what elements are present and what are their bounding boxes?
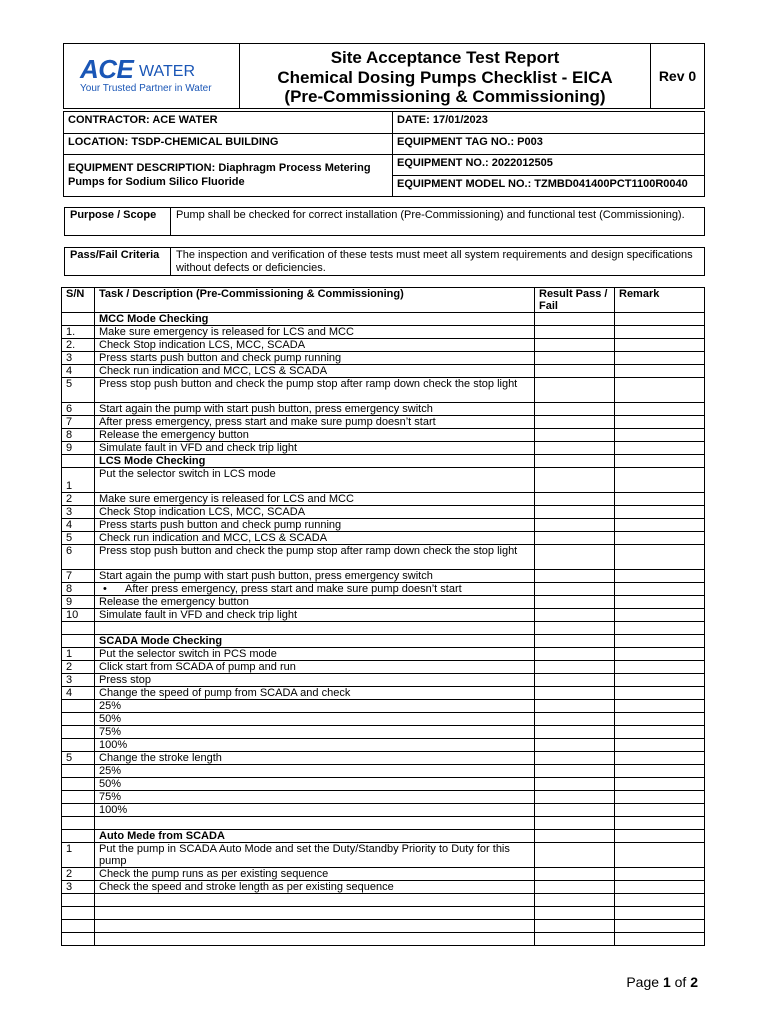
checklist-row	[62, 752, 705, 765]
row-remark-cell[interactable]	[615, 493, 705, 506]
checklist-row	[62, 339, 705, 352]
row-sn	[62, 830, 95, 843]
row-result-cell[interactable]	[535, 700, 615, 713]
row-task: Change the speed of pump from SCADA and check	[95, 687, 535, 700]
checklist-row	[62, 778, 705, 791]
checklist-row	[62, 378, 705, 403]
row-remark-cell[interactable]	[615, 378, 705, 403]
row-task: Release the emergency button	[95, 596, 535, 609]
row-task: 25%	[95, 765, 535, 778]
criteria-text: The inspection and verification of these tests must meet all system requirements and design specifications without defects or deficiencies.	[171, 248, 705, 276]
row-remark-cell[interactable]	[615, 868, 705, 881]
row-remark-cell[interactable]	[615, 881, 705, 894]
row-task: Put the selector switch in LCS mode	[95, 468, 535, 493]
row-remark-cell[interactable]	[615, 674, 705, 687]
row-result-cell[interactable]	[535, 622, 615, 635]
section-title: LCS Mode Checking	[95, 455, 535, 468]
row-remark-cell[interactable]	[615, 326, 705, 339]
row-result-cell[interactable]	[535, 416, 615, 429]
row-remark-cell[interactable]	[615, 339, 705, 352]
row-sn: 8	[62, 583, 95, 596]
revision-label: Rev 0	[658, 68, 697, 84]
row-sn	[62, 713, 95, 726]
row-remark-cell[interactable]	[615, 365, 705, 378]
row-remark-cell[interactable]	[615, 804, 705, 817]
row-result-cell[interactable]	[535, 687, 615, 700]
row-result-cell[interactable]	[535, 313, 615, 326]
checklist-row	[62, 804, 705, 817]
row-sn: 9	[62, 442, 95, 455]
row-result-cell[interactable]	[535, 817, 615, 830]
row-result-cell[interactable]	[535, 468, 615, 493]
row-remark-cell[interactable]	[615, 596, 705, 609]
row-sn: 2	[62, 661, 95, 674]
title-line-2: Chemical Dosing Pumps Checklist - EICA	[277, 67, 613, 87]
contractor-field: CONTRACTOR: ACE WATER	[64, 112, 393, 134]
row-task: 50%	[95, 713, 535, 726]
row-remark-cell[interactable]	[615, 765, 705, 778]
checklist-row	[62, 468, 705, 493]
row-remark-cell[interactable]	[615, 661, 705, 674]
row-result-cell[interactable]	[535, 635, 615, 648]
row-remark-cell[interactable]	[615, 570, 705, 583]
row-sn	[62, 894, 95, 907]
section-heading-row	[62, 455, 705, 468]
row-result-cell[interactable]	[535, 713, 615, 726]
row-sn: 5	[62, 378, 95, 403]
section-title: Auto Mede from SCADA	[95, 830, 535, 843]
row-remark-cell[interactable]	[615, 830, 705, 843]
row-sn: 7	[62, 570, 95, 583]
row-task: Press stop	[95, 674, 535, 687]
row-result-cell[interactable]	[535, 519, 615, 532]
row-sn: 5	[62, 752, 95, 765]
row-task: Make sure emergency is released for LCS and MCC	[95, 493, 535, 506]
row-result-cell[interactable]	[535, 661, 615, 674]
row-result-cell[interactable]	[535, 804, 615, 817]
checklist-row	[62, 726, 705, 739]
row-sn: 3	[62, 506, 95, 519]
description-field: EQUIPMENT DESCRIPTION: Diaphragm Process Metering Pumps for Sodium Silico Fluoride	[64, 155, 393, 197]
row-task: Simulate fault in VFD and check trip light	[95, 442, 535, 455]
row-task	[95, 622, 535, 635]
row-sn	[62, 622, 95, 635]
checklist-row	[62, 365, 705, 378]
row-remark-cell[interactable]	[615, 635, 705, 648]
row-result-cell[interactable]	[535, 326, 615, 339]
row-remark-cell[interactable]	[615, 429, 705, 442]
row-result-cell[interactable]	[535, 881, 615, 894]
page-of: of	[674, 974, 687, 990]
row-task: Check run indication and MCC, LCS & SCADA	[95, 365, 535, 378]
row-sn: 4	[62, 687, 95, 700]
row-task: Check run indication and MCC, LCS & SCADA	[95, 532, 535, 545]
row-task: 100%	[95, 739, 535, 752]
criteria-label: Pass/Fail Criteria	[65, 248, 171, 276]
row-result-cell[interactable]	[535, 455, 615, 468]
checklist-row	[62, 493, 705, 506]
purpose-label: Purpose / Scope	[65, 208, 171, 236]
row-remark-cell[interactable]	[615, 894, 705, 907]
row-sn: 10	[62, 609, 95, 622]
checklist-row	[62, 519, 705, 532]
row-remark-cell[interactable]	[615, 648, 705, 661]
checklist-row	[62, 622, 705, 635]
row-result-cell[interactable]	[535, 339, 615, 352]
row-remark-cell[interactable]	[615, 609, 705, 622]
checklist-header-row	[62, 288, 705, 313]
row-result-cell[interactable]	[535, 545, 615, 570]
date-field: DATE: 17/01/2023	[393, 112, 705, 134]
row-result-cell[interactable]	[535, 493, 615, 506]
task-header: Task / Description (Pre-Commissioning & Commissioning)	[95, 288, 535, 313]
purpose-text: Pump shall be checked for correct installation (Pre-Commissioning) and functional test (Commissioning).	[171, 208, 705, 236]
row-sn: 2.	[62, 339, 95, 352]
checklist-row	[62, 687, 705, 700]
row-sn: 5	[62, 532, 95, 545]
row-sn	[62, 739, 95, 752]
row-task: 75%	[95, 726, 535, 739]
row-sn	[62, 313, 95, 326]
row-remark-cell[interactable]	[615, 442, 705, 455]
row-sn: 1	[62, 843, 95, 868]
row-remark-cell[interactable]	[615, 313, 705, 326]
report-title	[240, 44, 651, 108]
logo-water-text: WATER	[139, 63, 195, 80]
row-result-cell[interactable]	[535, 365, 615, 378]
row-remark-cell[interactable]	[615, 726, 705, 739]
location-field: LOCATION: TSDP-CHEMICAL BUILDING	[64, 134, 393, 155]
row-sn: 1	[62, 648, 95, 661]
row-result-cell[interactable]	[535, 933, 615, 946]
row-sn: 3	[62, 674, 95, 687]
row-result-cell[interactable]	[535, 403, 615, 416]
checklist-row	[62, 894, 705, 907]
checklist-row	[62, 765, 705, 778]
checklist-row	[62, 326, 705, 339]
pass-fail-criteria-table	[64, 247, 705, 276]
row-sn: 8	[62, 429, 95, 442]
row-task: Press starts push button and check pump running	[95, 352, 535, 365]
row-remark-cell[interactable]	[615, 739, 705, 752]
row-result-cell[interactable]	[535, 648, 615, 661]
checklist-row	[62, 713, 705, 726]
row-task: Check the pump runs as per existing sequence	[95, 868, 535, 881]
row-sn: 7	[62, 416, 95, 429]
row-remark-cell[interactable]	[615, 403, 705, 416]
row-remark-cell[interactable]	[615, 920, 705, 933]
row-task: 50%	[95, 778, 535, 791]
checklist-row	[62, 933, 705, 946]
checklist-row	[62, 583, 705, 596]
row-task: Start again the pump with start push button, press emergency switch	[95, 403, 535, 416]
row-sn: 6	[62, 403, 95, 416]
row-remark-cell[interactable]	[615, 817, 705, 830]
checklist-row	[62, 907, 705, 920]
row-result-cell[interactable]	[535, 843, 615, 868]
row-task	[95, 894, 535, 907]
section-heading-row	[62, 635, 705, 648]
tag-no-field: EQUIPMENT TAG NO.: P003	[393, 134, 705, 155]
row-remark-cell[interactable]	[615, 532, 705, 545]
row-result-cell[interactable]	[535, 739, 615, 752]
row-task: • After press emergency, press start and make sure pump doesn’t start	[95, 583, 535, 596]
row-result-cell[interactable]	[535, 352, 615, 365]
checklist-row	[62, 843, 705, 868]
equipment-info-table	[63, 111, 705, 197]
row-result-cell[interactable]	[535, 752, 615, 765]
row-task: Check Stop indication LCS, MCC, SCADA	[95, 506, 535, 519]
row-result-cell[interactable]	[535, 583, 615, 596]
row-sn	[62, 933, 95, 946]
page-current: 1	[662, 974, 671, 990]
row-sn: 2	[62, 493, 95, 506]
row-sn	[62, 455, 95, 468]
checklist-row	[62, 661, 705, 674]
row-result-cell[interactable]	[535, 868, 615, 881]
checklist-row	[62, 416, 705, 429]
row-task: Start again the pump with start push button, press emergency switch	[95, 570, 535, 583]
row-sn	[62, 765, 95, 778]
company-logo	[64, 44, 240, 108]
page-number	[626, 974, 698, 990]
row-result-cell[interactable]	[535, 765, 615, 778]
checklist-row	[62, 868, 705, 881]
row-sn	[62, 804, 95, 817]
row-task: Click start from SCADA of pump and run	[95, 661, 535, 674]
row-result-cell[interactable]	[535, 442, 615, 455]
row-remark-cell[interactable]	[615, 468, 705, 493]
row-sn: 3	[62, 881, 95, 894]
logo-tagline: Your Trusted Partner in Water	[80, 83, 212, 94]
row-task: Release the emergency button	[95, 429, 535, 442]
title-line-1: Site Acceptance Test Report	[330, 48, 560, 67]
row-task: Check the speed and stroke length as per existing sequence	[95, 881, 535, 894]
row-sn: 3	[62, 352, 95, 365]
row-remark-cell[interactable]	[615, 791, 705, 804]
row-remark-cell[interactable]	[615, 752, 705, 765]
checklist-row	[62, 570, 705, 583]
row-result-cell[interactable]	[535, 506, 615, 519]
row-sn	[62, 920, 95, 933]
checklist-row	[62, 791, 705, 804]
row-sn	[62, 907, 95, 920]
row-sn	[62, 700, 95, 713]
checklist-row	[62, 596, 705, 609]
row-sn: 2	[62, 868, 95, 881]
row-remark-cell[interactable]	[615, 713, 705, 726]
row-sn	[62, 726, 95, 739]
row-result-cell[interactable]	[535, 778, 615, 791]
purpose-scope-table	[64, 207, 705, 236]
row-remark-cell[interactable]	[615, 352, 705, 365]
row-sn: 1.	[62, 326, 95, 339]
row-sn	[62, 817, 95, 830]
row-task	[95, 907, 535, 920]
row-remark-cell[interactable]	[615, 455, 705, 468]
row-task: Press stop push button and check the pump stop after ramp down check the stop light	[95, 378, 535, 403]
row-task: Put the selector switch in PCS mode	[95, 648, 535, 661]
row-result-cell[interactable]	[535, 920, 615, 933]
checklist-row	[62, 429, 705, 442]
logo-ace-text: ACE	[80, 54, 134, 84]
section-title: MCC Mode Checking	[95, 313, 535, 326]
title-line-3: (Pre-Commissioning & Commissioning)	[284, 87, 606, 106]
remark-header: Remark	[615, 288, 705, 313]
row-sn	[62, 635, 95, 648]
row-sn: 6	[62, 545, 95, 570]
row-task: Press stop push button and check the pump stop after ramp down check the stop light	[95, 545, 535, 570]
row-result-cell[interactable]	[535, 791, 615, 804]
checklist-row	[62, 609, 705, 622]
row-result-cell[interactable]	[535, 596, 615, 609]
row-result-cell[interactable]	[535, 830, 615, 843]
checklist-row	[62, 881, 705, 894]
row-task: 100%	[95, 804, 535, 817]
row-result-cell[interactable]	[535, 674, 615, 687]
row-task: Make sure emergency is released for LCS and MCC	[95, 326, 535, 339]
section-title: SCADA Mode Checking	[95, 635, 535, 648]
row-sn: 9	[62, 596, 95, 609]
row-task: 25%	[95, 700, 535, 713]
row-remark-cell[interactable]	[615, 545, 705, 570]
row-task: Put the pump in SCADA Auto Mode and set the Duty/Standby Priority to Duty for this pump	[95, 843, 535, 868]
row-result-cell[interactable]	[535, 907, 615, 920]
row-remark-cell[interactable]	[615, 907, 705, 920]
checklist-row	[62, 674, 705, 687]
row-task: Change the stroke length	[95, 752, 535, 765]
row-remark-cell[interactable]	[615, 933, 705, 946]
row-remark-cell[interactable]	[615, 519, 705, 532]
row-result-cell[interactable]	[535, 726, 615, 739]
row-remark-cell[interactable]	[615, 583, 705, 596]
result-header: Result Pass / Fail	[535, 288, 615, 313]
checklist-row	[62, 532, 705, 545]
page-total: 2	[690, 974, 698, 990]
row-remark-cell[interactable]	[615, 700, 705, 713]
checklist-row	[62, 442, 705, 455]
row-task	[95, 920, 535, 933]
model-no-field: EQUIPMENT MODEL NO.: TZMBD041400PCT1100R0040	[393, 176, 705, 197]
checklist-row	[62, 700, 705, 713]
checklist-row	[62, 648, 705, 661]
row-task: After press emergency, press start and make sure pump doesn’t start	[95, 416, 535, 429]
row-remark-cell[interactable]	[615, 687, 705, 700]
row-task: Press starts push button and check pump running	[95, 519, 535, 532]
checklist-row	[62, 920, 705, 933]
section-heading-row	[62, 830, 705, 843]
row-result-cell[interactable]	[535, 570, 615, 583]
row-remark-cell[interactable]	[615, 778, 705, 791]
row-task: Simulate fault in VFD and check trip light	[95, 609, 535, 622]
row-remark-cell[interactable]	[615, 416, 705, 429]
row-sn: 1	[62, 468, 95, 493]
row-task	[95, 933, 535, 946]
row-result-cell[interactable]	[535, 894, 615, 907]
row-sn: 4	[62, 519, 95, 532]
row-remark-cell[interactable]	[615, 506, 705, 519]
row-result-cell[interactable]	[535, 429, 615, 442]
row-result-cell[interactable]	[535, 378, 615, 403]
equipment-no-field: EQUIPMENT NO.: 2022012505	[393, 155, 705, 176]
checklist-row	[62, 352, 705, 365]
row-result-cell[interactable]	[535, 532, 615, 545]
row-remark-cell[interactable]	[615, 843, 705, 868]
checklist-table	[61, 287, 705, 946]
checklist-row	[62, 403, 705, 416]
row-result-cell[interactable]	[535, 609, 615, 622]
checklist-row	[62, 545, 705, 570]
sn-header: S/N	[62, 288, 95, 313]
row-task: 75%	[95, 791, 535, 804]
checklist-row	[62, 506, 705, 519]
row-remark-cell[interactable]	[615, 622, 705, 635]
checklist-row	[62, 739, 705, 752]
row-sn	[62, 778, 95, 791]
section-heading-row	[62, 313, 705, 326]
row-task	[95, 817, 535, 830]
page-prefix: Page	[626, 974, 660, 990]
report-header	[63, 43, 705, 109]
checklist-row	[62, 817, 705, 830]
row-sn	[62, 791, 95, 804]
row-sn: 4	[62, 365, 95, 378]
row-task: Check Stop indication LCS, MCC, SCADA	[95, 339, 535, 352]
